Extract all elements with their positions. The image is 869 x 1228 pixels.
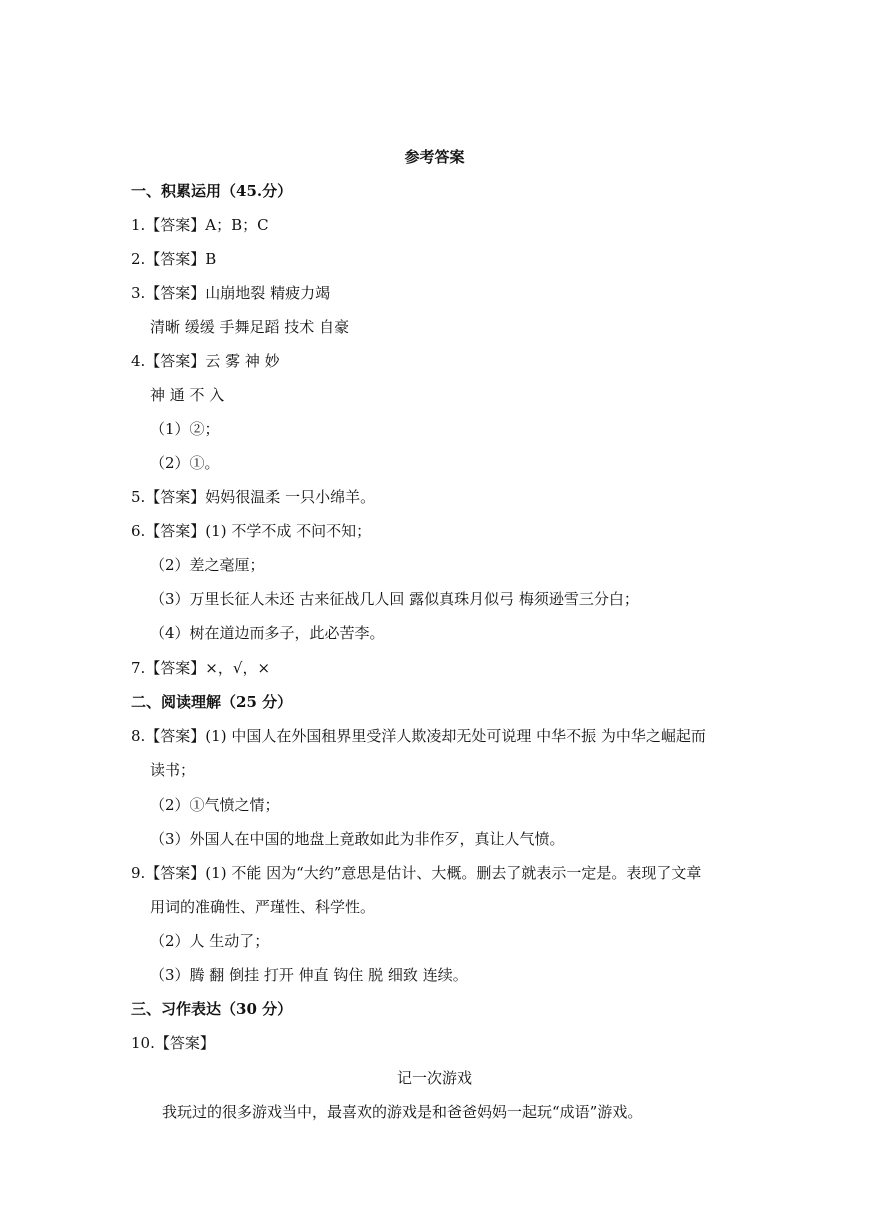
answer-line: （2）差之毫厘； <box>150 556 265 574</box>
answer-line: 用词的准确性、严瑾性、科学性。 <box>150 898 376 916</box>
answer-line: 1.【答案】A；B；C <box>131 216 269 234</box>
answer-line: 3.【答案】山崩地裂 精疲力竭 <box>131 284 331 302</box>
answer-line: （3）腾 翻 倒挂 打开 伸直 钩住 脱 细致 连续。 <box>150 966 468 984</box>
answer-line: 5.【答案】妈妈很温柔 一只小绵羊。 <box>131 488 376 506</box>
answer-line: 10.【答案】 <box>131 1034 215 1052</box>
essay-title: 记一次游戏 <box>396 1069 472 1087</box>
answer-line: 4.【答案】云 雾 神 妙 <box>131 352 280 370</box>
answer-line: 9.【答案】(1) 不能 因为“大约”意思是估计、大概。删去了就表示一定是。表现了文章 <box>131 864 702 882</box>
answer-line: 8.【答案】(1) 中国人在外国租界里受洋人欺凌却无处可说理 中华不振 为中华之崛起而 <box>131 727 706 745</box>
essay-paragraph: 我玩过的很多游戏当中，最喜欢的游戏是和爸爸妈妈一起玩“成语”游戏。 <box>162 1103 643 1121</box>
answer-line: 6.【答案】(1) 不学不成 不问不知； <box>131 522 372 540</box>
answer-line: （1）②； <box>150 420 220 438</box>
answer-line: （2）人 生动了； <box>150 932 270 950</box>
section-heading-3: 三、习作表达（30 分） <box>131 1000 293 1018</box>
section-heading-1: 一、积累运用（45.分） <box>131 182 293 200</box>
answer-line: （3）外国人在中国的地盘上竟敢如此为非作歹，真让人气愤。 <box>150 830 565 848</box>
page-title: 参考答案 <box>404 148 465 166</box>
answer-line: （3）万里长征人未还 古来征战几人回 露似真珠月似弓 梅须逊雪三分白； <box>150 590 639 608</box>
answer-line: （2）①气愤之情； <box>150 796 280 814</box>
answer-line: 读书； <box>150 761 196 779</box>
answer-line: 神 通 不 入 <box>150 386 225 404</box>
answer-line: 清晰 缓缓 手舞足蹈 技术 自豪 <box>150 318 350 336</box>
answer-line: （2）①。 <box>150 454 220 472</box>
section-heading-2: 二、阅读理解（25 分） <box>131 693 293 711</box>
answer-line: 2.【答案】B <box>131 250 217 268</box>
answer-line: （4）树在道边而多子，此必苦李。 <box>150 624 385 642</box>
answer-line: 7.【答案】×，√，× <box>131 659 271 677</box>
